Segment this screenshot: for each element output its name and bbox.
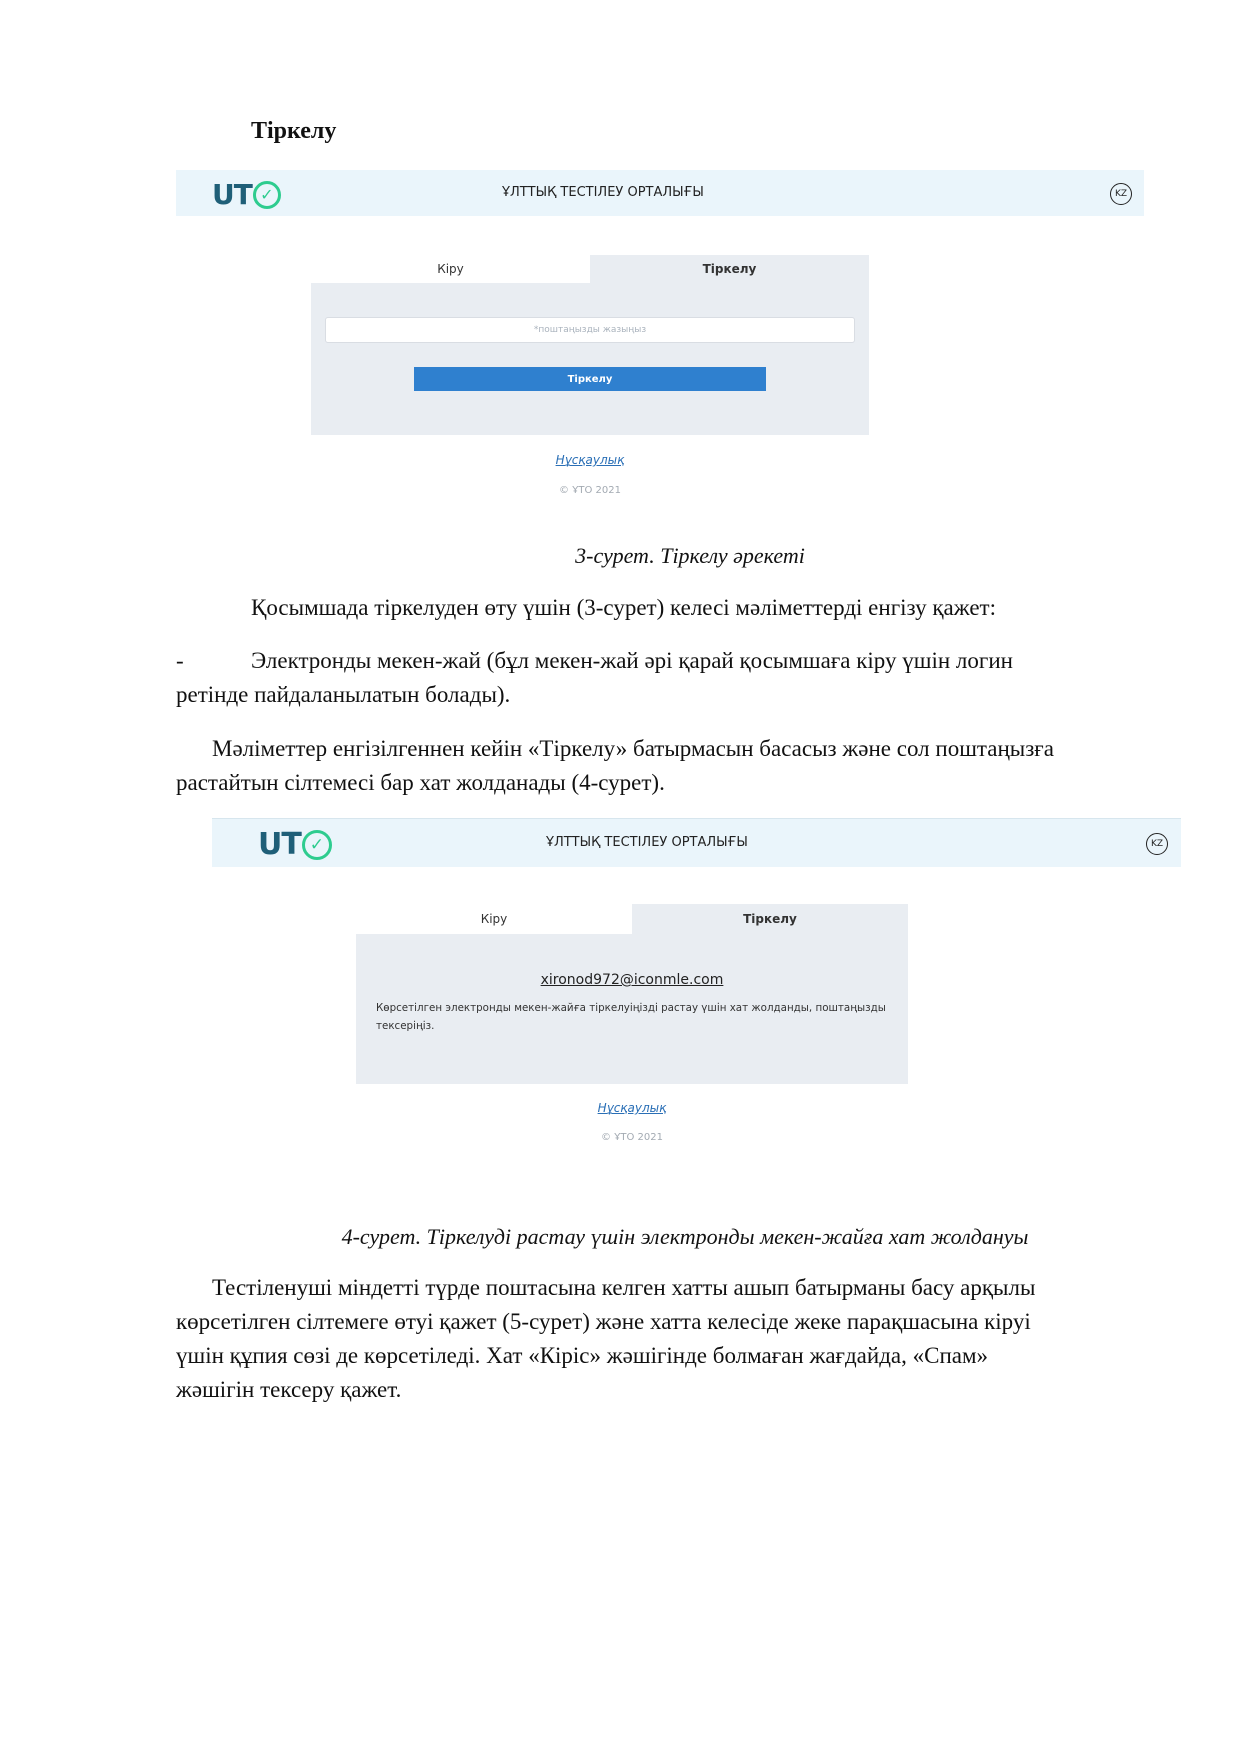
- guide-link[interactable]: Нұсқаулық: [597, 1101, 667, 1115]
- section-title: Тіркелу: [251, 118, 337, 144]
- paragraph-2-line-1: Мәліметтер енгізілгеннен кейін «Тіркелу» батырмасын басасыз және сол поштаңызға: [212, 736, 1054, 761]
- tab-login[interactable]: Кіру: [311, 255, 590, 283]
- logo-text: UT: [258, 827, 301, 862]
- tab-register[interactable]: Тіркелу: [590, 255, 869, 283]
- register-button[interactable]: Тіркелу: [414, 367, 766, 391]
- org-name: ҰЛТТЫҚ ТЕСТІЛЕУ ОРТАЛЫҒЫ: [546, 835, 748, 850]
- paragraph-2-line-2: растайтын сілтемесі бар хат жолданады (4-сурет).: [176, 770, 665, 795]
- copyright: © ҰТО 2021: [559, 485, 621, 496]
- confirmation-message-line-1: Көрсетілген электронды мекен-жайға тіркелуіңізді растау үшін хат жолданды, поштаңызды: [376, 1002, 886, 1014]
- paragraph-3-line-4: жәшігін тексеру қажет.: [176, 1377, 402, 1402]
- figure-4-screenshot: [212, 818, 1181, 1148]
- paragraph-3-line-2: көрсетілген сілтемеге өтуі қажет (5-сурет) және хатта келесіде жеке парақшасына кіруі: [176, 1309, 1031, 1334]
- bullet-text-line-1: Электронды мекен-жай (бұл мекен-жай әрі қарай қосымшаға кіру үшін логин: [251, 648, 1013, 673]
- paragraph-1: Қосымшада тіркелуден өту үшін (3-сурет) келесі мәліметтерді енгізу қажет:: [251, 595, 996, 620]
- confirmation-message-line-2: тексеріңіз.: [376, 1020, 435, 1032]
- check-icon: ✓: [302, 830, 332, 860]
- bullet-dash: -: [176, 648, 184, 673]
- registered-email[interactable]: xironod972@iconmle.com: [540, 972, 724, 988]
- check-icon: ✓: [253, 181, 281, 209]
- guide-link[interactable]: Нұсқаулық: [555, 453, 625, 467]
- tab-register[interactable]: Тіркелу: [632, 904, 908, 934]
- language-icon[interactable]: KZ: [1146, 833, 1168, 855]
- register-panel: [311, 283, 869, 435]
- paragraph-3-line-1: Тестіленуші міндетті түрде поштасына келген хатты ашып батырманы басу арқылы: [212, 1275, 1036, 1300]
- figure-3-caption: 3-сурет. Тіркелу әрекеті: [575, 543, 805, 568]
- logo[interactable]: [258, 827, 332, 862]
- paragraph-3-line-3: үшін құпия сөзі де көрсетіледі. Хат «Кіріс» жәшігінде болмаған жағдайда, «Спам»: [176, 1343, 989, 1368]
- language-icon[interactable]: KZ: [1110, 183, 1132, 205]
- site-header: [212, 818, 1181, 867]
- site-header: [176, 170, 1144, 216]
- confirmation-panel: [356, 934, 908, 1084]
- email-input[interactable]: *поштаңызды жазыңыз: [325, 317, 855, 343]
- org-name: ҰЛТТЫҚ ТЕСТІЛЕУ ОРТАЛЫҒЫ: [502, 185, 704, 200]
- copyright: © ҰТО 2021: [601, 1132, 663, 1143]
- bullet-text-line-2: ретінде пайдаланылатын болады).: [176, 682, 511, 707]
- tab-login[interactable]: Кіру: [356, 904, 632, 934]
- logo[interactable]: [212, 178, 281, 211]
- figure-3-screenshot: [176, 170, 1144, 500]
- logo-text: UT: [212, 178, 252, 211]
- figure-4-caption: 4-сурет. Тіркелуді растау үшін электронды мекен-жайға хат жолдануы: [341, 1224, 1029, 1249]
